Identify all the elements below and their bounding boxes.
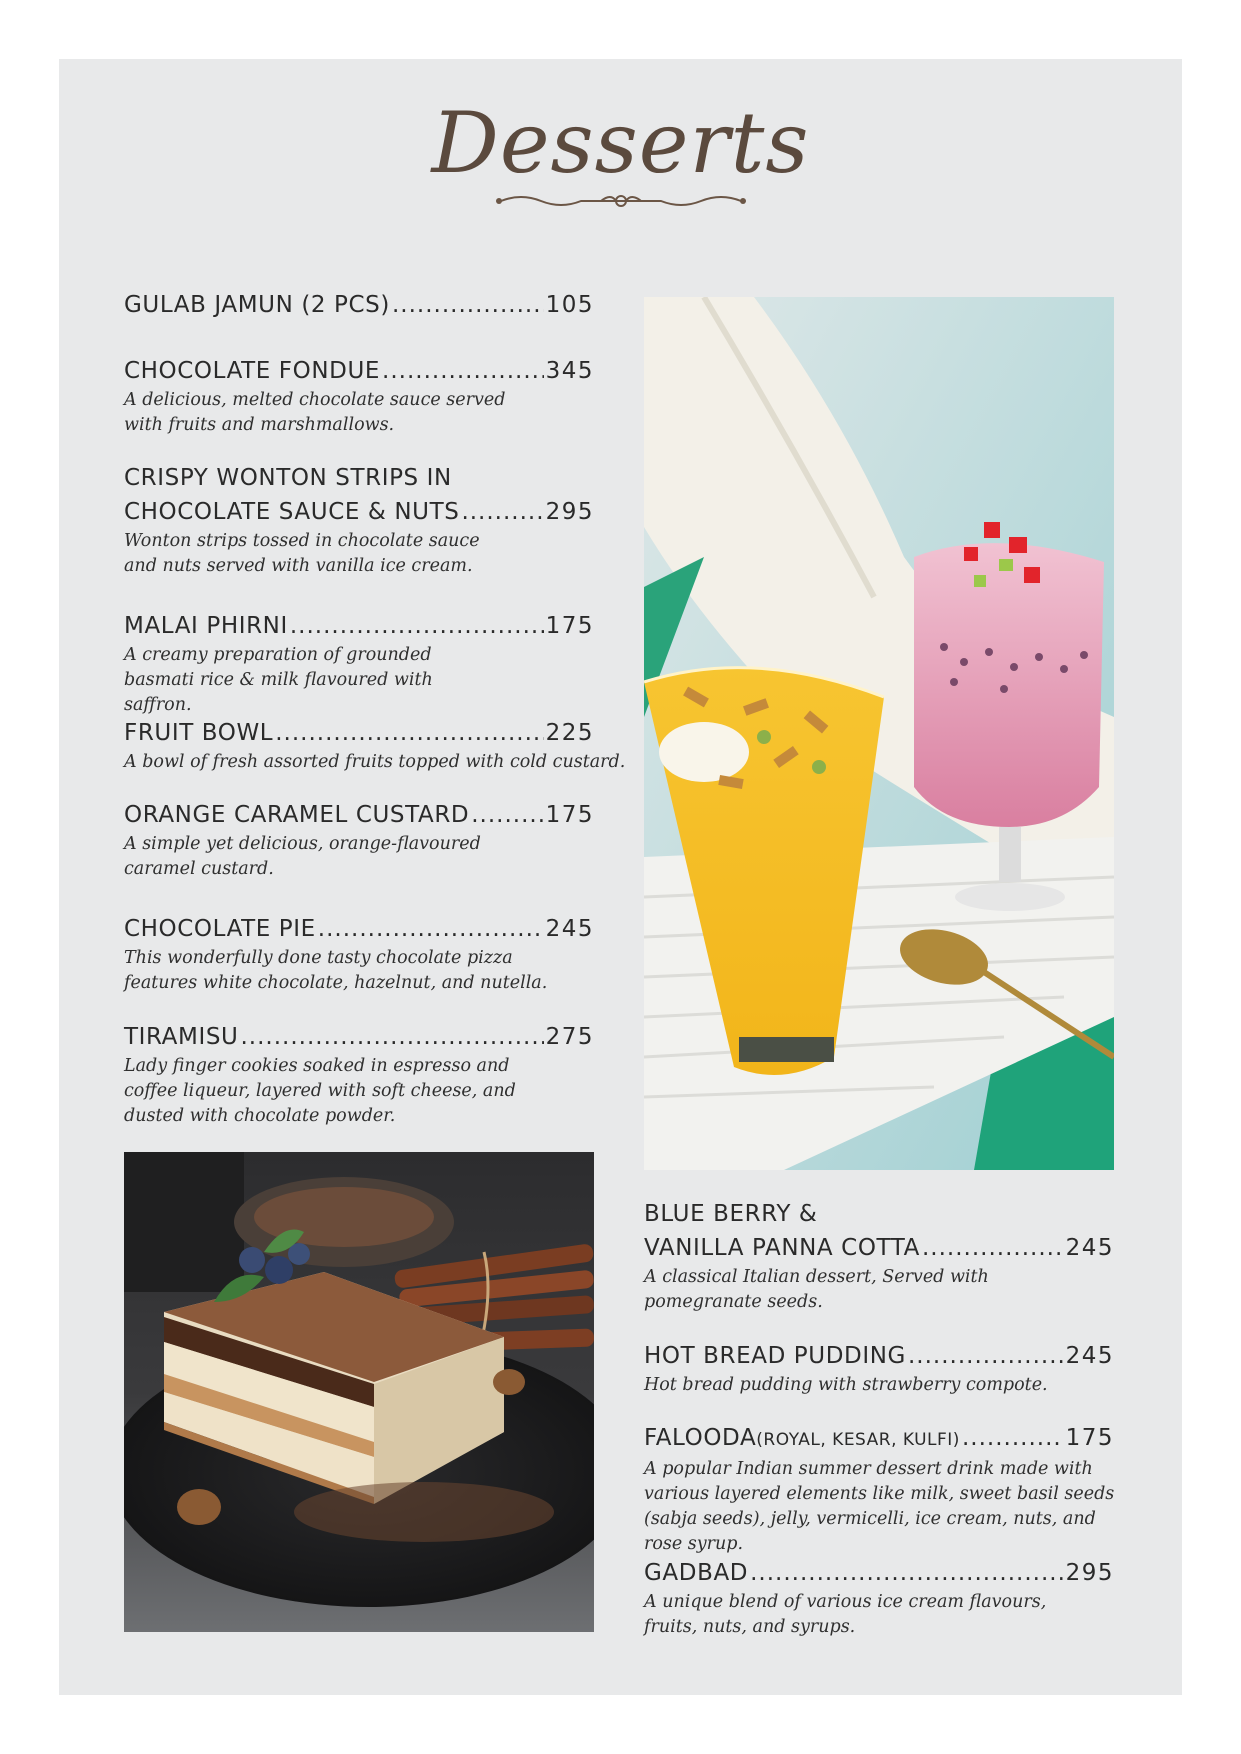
leader-dots [461, 495, 543, 529]
item-price: 245 [1065, 1235, 1114, 1261]
item-price: 295 [545, 499, 594, 525]
leader-dots [908, 1339, 1064, 1373]
item-price: 295 [1065, 1560, 1114, 1586]
item-name: CHOCOLATE SAUCE & NUTS [124, 499, 460, 525]
item-name: MALAI PHIRNI [124, 613, 288, 639]
item-name: VANILLA PANNA COTTA [644, 1235, 920, 1261]
item-price: 225 [545, 720, 594, 746]
item-price: 245 [1065, 1343, 1114, 1369]
menu-item-tiramisu [124, 1020, 594, 1129]
leader-dots [922, 1231, 1064, 1265]
item-description: This wonderfully done tasty chocolate pizza features white chocolate, hazelnut, and nutella. [124, 948, 548, 993]
item-description: Wonton strips tossed in chocolate sauce and nuts served with vanilla ice cream. [124, 531, 480, 576]
item-price: 175 [545, 613, 594, 639]
item-name: FALOODA [644, 1425, 757, 1451]
item-name: TIRAMISU [124, 1024, 239, 1050]
title-flourish-icon [491, 191, 751, 211]
leader-dots [240, 1020, 543, 1054]
menu-item-orange-caramel-custard [124, 798, 594, 882]
leader-dots [318, 912, 544, 946]
menu-item-crispy-wonton [124, 461, 594, 579]
menu-item-malai-phirni [124, 609, 594, 718]
item-price: 105 [545, 292, 594, 318]
item-price: 345 [545, 358, 594, 384]
menu-item-chocolate-pie [124, 912, 594, 996]
item-price: 175 [545, 802, 594, 828]
leader-dots [290, 609, 544, 643]
menu-page [59, 59, 1182, 1695]
item-price: 175 [1065, 1425, 1114, 1451]
item-description: A bowl of fresh assorted fruits topped with cold custard. [124, 752, 626, 772]
menu-item-fruit-bowl [124, 716, 626, 775]
item-description: A unique blend of various ice cream flavours, fruits, nuts, and syrups. [644, 1592, 1047, 1637]
item-name: CHOCOLATE PIE [124, 916, 316, 942]
item-description: A creamy preparation of grounded basmati rice & milk flavoured with saffron. [124, 645, 433, 715]
item-variants: (ROYAL, KESAR, KULFI) [756, 1430, 960, 1450]
leader-dots [471, 798, 543, 832]
item-description: A simple yet delicious, orange-flavoured caramel custard. [124, 834, 481, 879]
leader-dots [962, 1421, 1064, 1455]
menu-item-panna-cotta [644, 1197, 1114, 1315]
item-name: ORANGE CARAMEL CUSTARD [124, 802, 470, 828]
page-title: Desserts [431, 94, 810, 192]
item-name-line1: CRISPY WONTON STRIPS IN [124, 465, 452, 491]
item-description: A popular Indian summer dessert drink made with various layered elements like milk, sweet basil seeds (sabja seeds), jelly, vermicelli, ice cream, nuts, and rose syrup. [644, 1459, 1115, 1554]
item-description: Hot bread pudding with strawberry compote. [644, 1375, 1048, 1395]
drinks-photo-icon [644, 297, 1114, 1170]
item-name-line1: BLUE BERRY & [644, 1201, 818, 1227]
item-description: A delicious, melted chocolate sauce served with fruits and marshmallows. [124, 390, 506, 435]
leader-dots [392, 288, 544, 322]
item-name: GULAB JAMUN (2 PCS) [124, 292, 390, 318]
menu-item-gadbad [644, 1556, 1114, 1640]
tiramisu-photo [124, 1152, 594, 1632]
leader-dots [275, 716, 543, 750]
page-header [59, 94, 1182, 211]
item-price: 245 [545, 916, 594, 942]
item-description: A classical Italian dessert, Served with pomegranate seeds. [644, 1267, 989, 1312]
drinks-photo [644, 297, 1114, 1170]
tiramisu-photo-icon [124, 1152, 594, 1632]
item-price: 275 [545, 1024, 594, 1050]
menu-item-hot-bread-pudding [644, 1339, 1114, 1398]
item-name: CHOCOLATE FONDUE [124, 358, 381, 384]
menu-item-falooda [644, 1421, 1114, 1557]
item-name: HOT BREAD PUDDING [644, 1343, 906, 1369]
menu-item-chocolate-fondue [124, 354, 594, 438]
item-name: FRUIT BOWL [124, 720, 274, 746]
menu-item-gulab-jamun [124, 288, 594, 322]
item-description: Lady finger cookies soaked in espresso and coffee liqueur, layered with soft cheese, and dusted with chocolate powder. [124, 1056, 516, 1126]
leader-dots [750, 1556, 1064, 1590]
leader-dots [382, 354, 544, 388]
item-name: GADBAD [644, 1560, 749, 1586]
